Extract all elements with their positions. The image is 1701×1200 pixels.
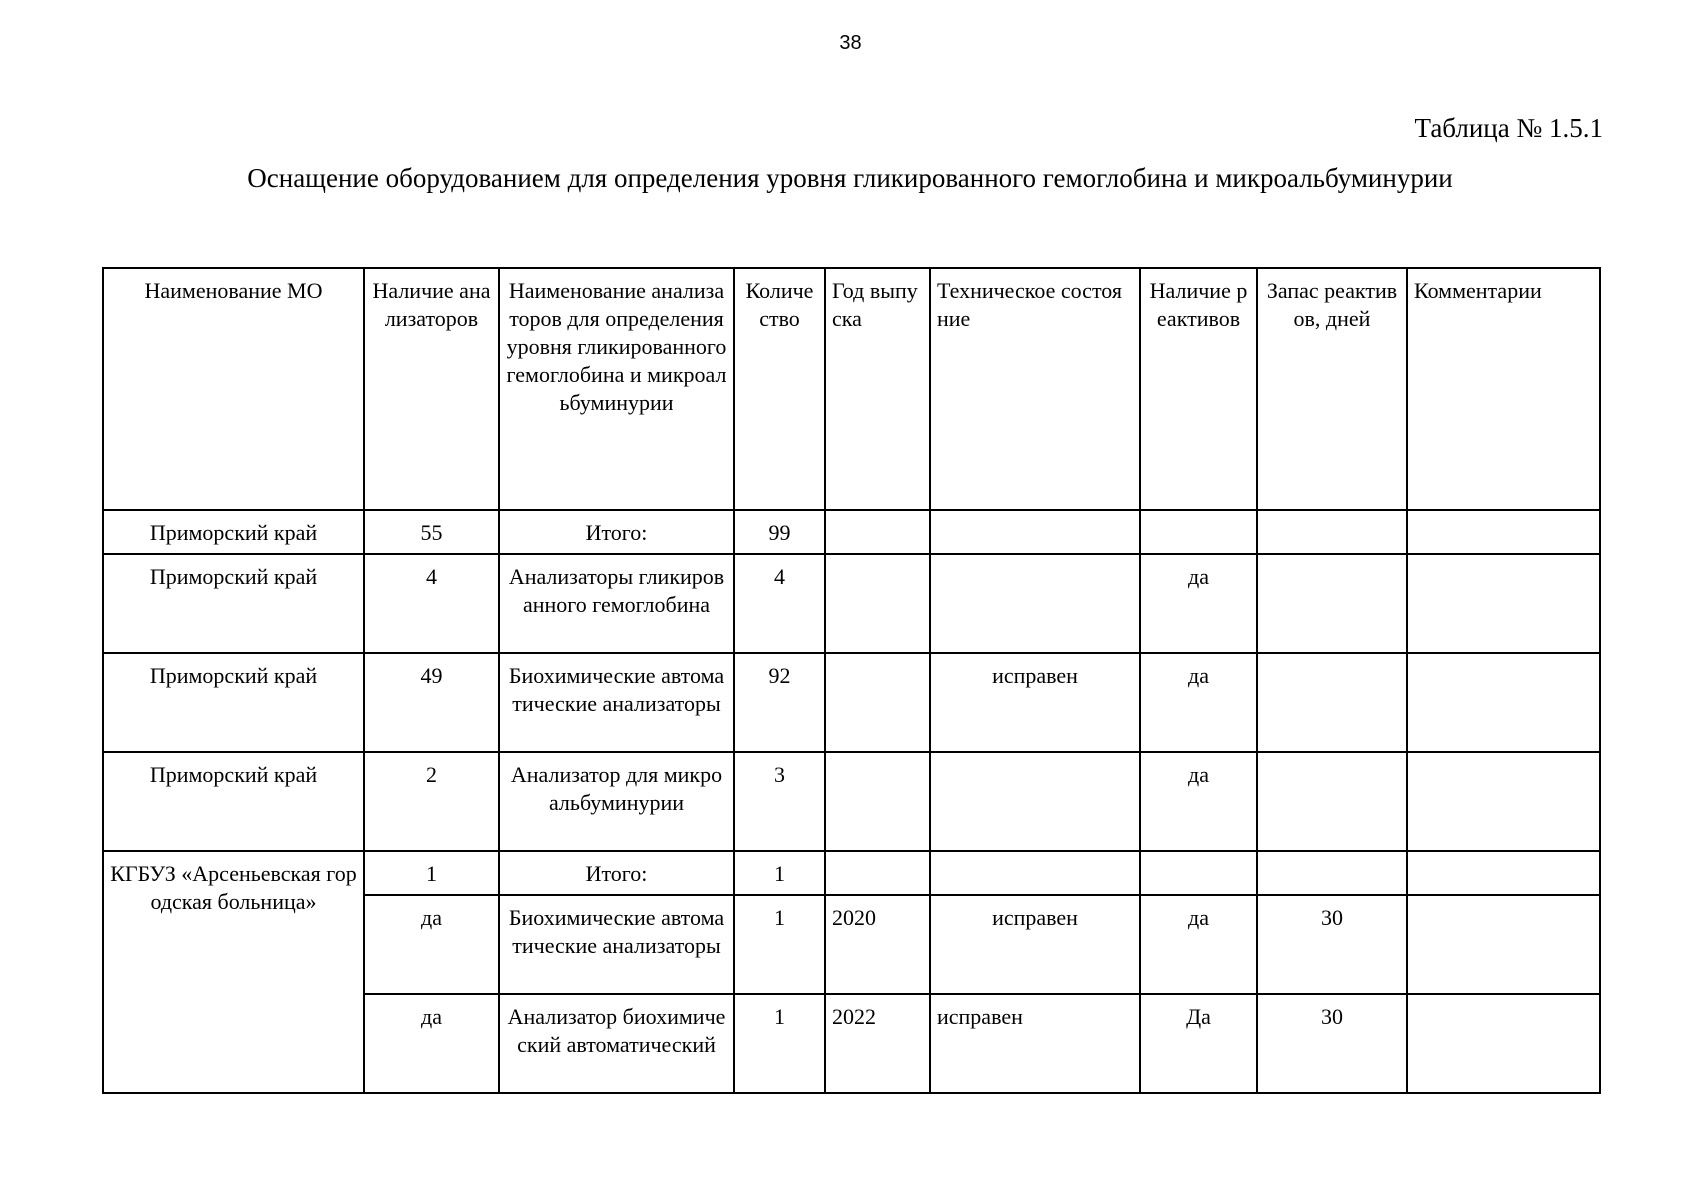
cell-quantity: 1 <box>734 851 825 895</box>
cell-reagent-stock <box>1257 752 1407 851</box>
cell-comments <box>1407 895 1600 994</box>
cell-reagents-available <box>1140 851 1257 895</box>
document-title: Оснащение оборудованием для определения уровня гликированного гемоглобина и микроальбуминурии <box>247 163 1453 193</box>
cell-year <box>825 851 930 895</box>
cell-technical-state: исправен <box>930 994 1140 1093</box>
cell-comments <box>1407 653 1600 752</box>
cell-comments <box>1407 752 1600 851</box>
cell-quantity: 1 <box>734 994 825 1093</box>
cell-analyzers-available: 55 <box>364 510 499 554</box>
table-row <box>103 653 1600 752</box>
cell-quantity: 4 <box>734 554 825 653</box>
cell-technical-state: исправен <box>930 653 1140 752</box>
cell-analyzer-name: Биохимические автоматические анализаторы <box>499 895 734 994</box>
header-reagents-available: Наличие реактивов <box>1140 268 1257 510</box>
cell-analyzers-available: 49 <box>364 653 499 752</box>
header-quantity: Количество <box>734 268 825 510</box>
table-row <box>103 554 1600 653</box>
cell-reagents-available: да <box>1140 895 1257 994</box>
cell-analyzers-available: да <box>364 994 499 1093</box>
cell-reagents-available: да <box>1140 653 1257 752</box>
cell-analyzer-name: Анализаторы гликированного гемоглобина <box>499 554 734 653</box>
cell-reagent-stock <box>1257 510 1407 554</box>
cell-mo-name: Приморский край <box>103 653 364 752</box>
header-reagent-stock: Запас реактивов, дней <box>1257 268 1407 510</box>
cell-technical-state <box>930 851 1140 895</box>
cell-comments <box>1407 994 1600 1093</box>
equipment-table <box>102 267 1601 1094</box>
cell-analyzer-name: Анализатор для микроальбуминурии <box>499 752 734 851</box>
header-mo-name: Наименование МО <box>103 268 364 510</box>
cell-technical-state <box>930 510 1140 554</box>
cell-mo-name: Приморский край <box>103 510 364 554</box>
header-year: Год выпуска <box>825 268 930 510</box>
cell-year <box>825 752 930 851</box>
header-comments: Комментарии <box>1407 268 1600 510</box>
cell-technical-state: исправен <box>930 895 1140 994</box>
cell-technical-state <box>930 752 1140 851</box>
cell-analyzers-available: да <box>364 895 499 994</box>
cell-quantity: 92 <box>734 653 825 752</box>
cell-analyzer-name: Биохимические автоматические анализаторы <box>499 653 734 752</box>
cell-reagent-stock <box>1257 653 1407 752</box>
cell-analyzers-available: 2 <box>364 752 499 851</box>
cell-mo-name: КГБУЗ «Арсеньевская городская больница» <box>103 851 364 1093</box>
cell-analyzer-name: Итого: <box>499 510 734 554</box>
cell-mo-name: Приморский край <box>103 752 364 851</box>
header-analyzer-names: Наименование анализаторов для определения уровня гликированного гемоглобина и микроальбуминурии <box>499 268 734 510</box>
cell-mo-name: Приморский край <box>103 554 364 653</box>
cell-reagents-available: да <box>1140 554 1257 653</box>
cell-reagent-stock: 30 <box>1257 994 1407 1093</box>
cell-analyzers-available: 4 <box>364 554 499 653</box>
cell-comments <box>1407 554 1600 653</box>
cell-analyzer-name: Анализатор биохимический автоматический <box>499 994 734 1093</box>
header-analyzers-available: Наличие анализаторов <box>364 268 499 510</box>
table-row <box>103 851 1600 895</box>
cell-analyzer-name: Итого: <box>499 851 734 895</box>
cell-year <box>825 554 930 653</box>
table-number: Таблица № 1.5.1 <box>1414 113 1603 143</box>
cell-analyzers-available: 1 <box>364 851 499 895</box>
cell-reagents-available: да <box>1140 752 1257 851</box>
table-row <box>103 752 1600 851</box>
cell-comments <box>1407 851 1600 895</box>
header-technical-state: Техническое состояние <box>930 268 1140 510</box>
cell-year: 2022 <box>825 994 930 1093</box>
cell-year <box>825 653 930 752</box>
cell-reagents-available: Да <box>1140 994 1257 1093</box>
cell-quantity: 1 <box>734 895 825 994</box>
cell-reagent-stock: 30 <box>1257 895 1407 994</box>
cell-quantity: 3 <box>734 752 825 851</box>
table-row <box>103 510 1600 554</box>
cell-reagent-stock <box>1257 851 1407 895</box>
cell-reagents-available <box>1140 510 1257 554</box>
cell-reagent-stock <box>1257 554 1407 653</box>
page-number: 38 <box>839 32 862 54</box>
table-header-row <box>103 268 1600 510</box>
cell-technical-state <box>930 554 1140 653</box>
cell-quantity: 99 <box>734 510 825 554</box>
cell-year: 2020 <box>825 895 930 994</box>
cell-comments <box>1407 510 1600 554</box>
cell-year <box>825 510 930 554</box>
